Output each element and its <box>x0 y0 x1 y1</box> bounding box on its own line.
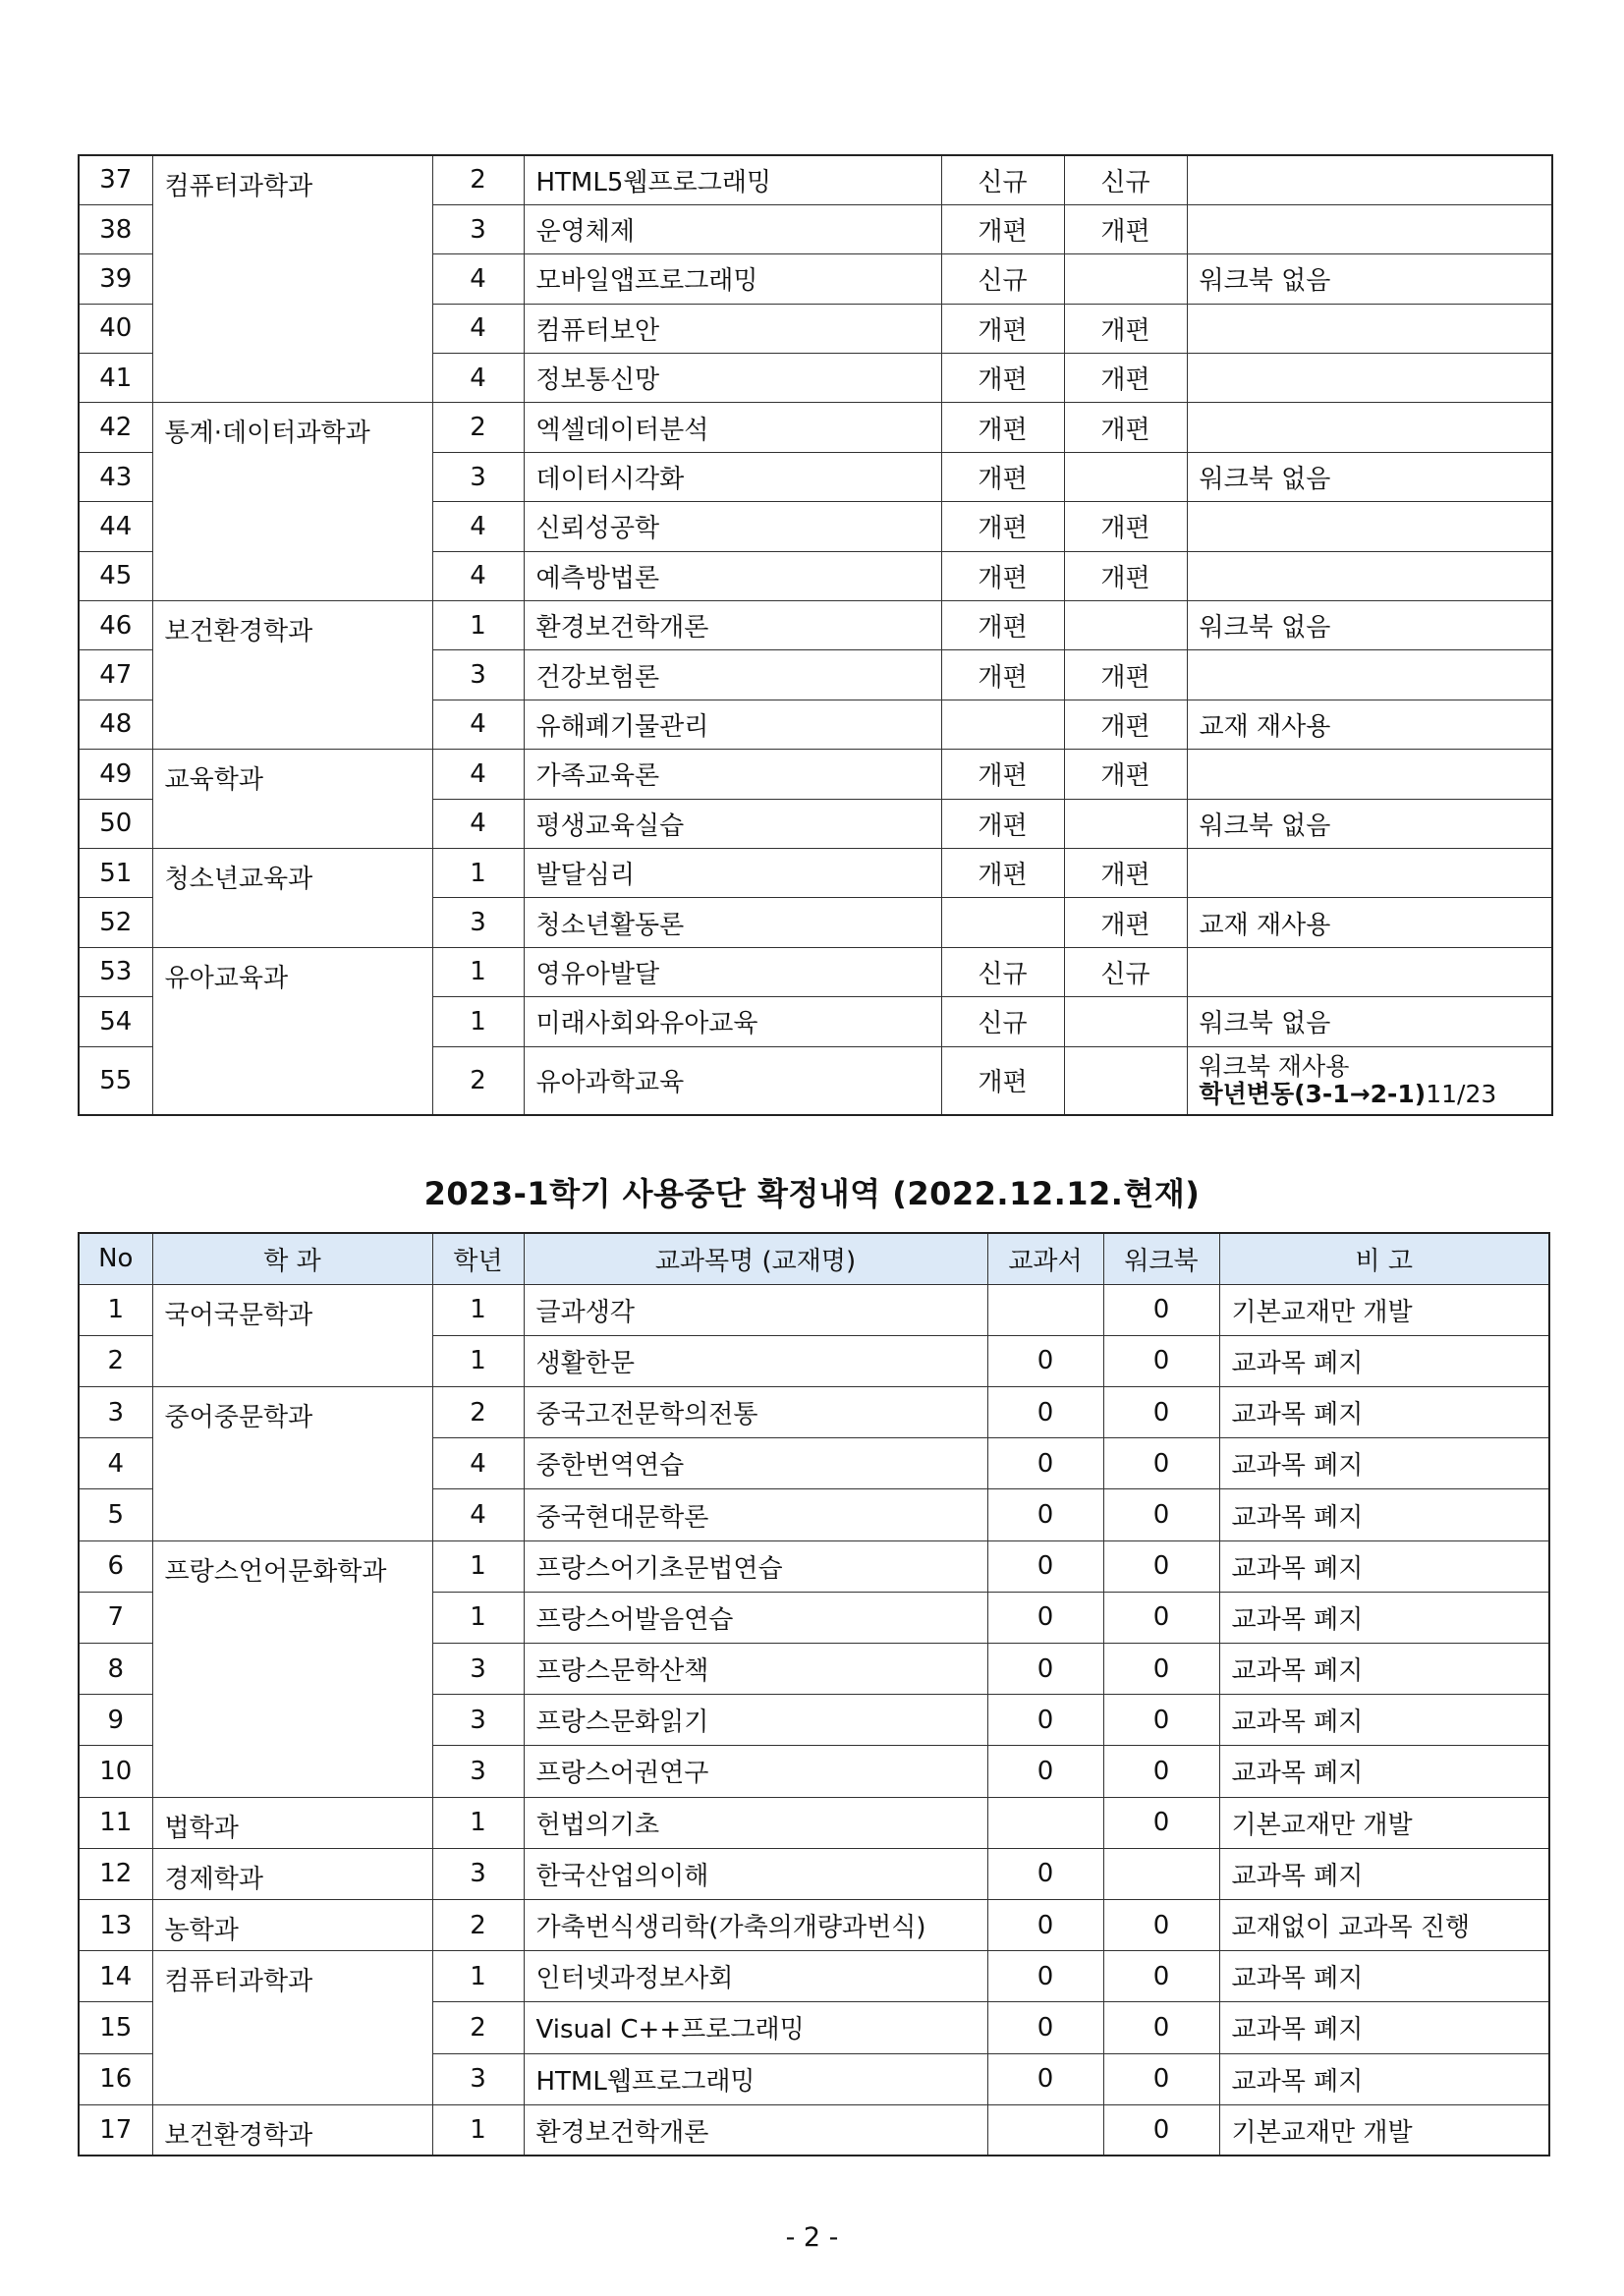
workbook-status: 0 <box>1103 1540 1219 1592</box>
header-no: No <box>79 1233 152 1284</box>
textbook-status: 0 <box>987 1951 1103 2002</box>
table-header-row <box>79 1233 1549 1284</box>
textbook-status: 개편 <box>941 750 1064 799</box>
grade: 1 <box>432 1284 524 1335</box>
row-number: 50 <box>79 799 152 848</box>
department-name: 국어국문학과 <box>152 1284 432 1386</box>
department-name: 컴퓨터과학과 <box>152 155 432 403</box>
workbook-status: 0 <box>1103 1489 1219 1540</box>
textbook-status: 0 <box>987 2002 1103 2053</box>
textbook-status: 0 <box>987 2053 1103 2104</box>
workbook-status <box>1064 601 1187 650</box>
grade: 1 <box>432 1592 524 1643</box>
textbook-status: 0 <box>987 1335 1103 1386</box>
course-name: 청소년활동론 <box>524 898 941 947</box>
table-row <box>79 2104 1549 2156</box>
textbook-status: 0 <box>987 1848 1103 1899</box>
grade: 4 <box>432 304 524 353</box>
row-number: 16 <box>79 2053 152 2104</box>
row-number: 38 <box>79 204 152 253</box>
workbook-status: 0 <box>1103 2002 1219 2053</box>
workbook-status: 개편 <box>1064 700 1187 749</box>
row-number: 37 <box>79 155 152 204</box>
row-number: 2 <box>79 1335 152 1386</box>
workbook-status: 0 <box>1103 1951 1219 2002</box>
textbook-status: 개편 <box>941 551 1064 600</box>
row-number: 11 <box>79 1797 152 1848</box>
note <box>1187 354 1552 403</box>
course-name: 유아과학교육 <box>524 1046 941 1115</box>
textbook-status: 0 <box>987 1438 1103 1489</box>
table-row <box>79 1284 1549 1335</box>
grade: 3 <box>432 204 524 253</box>
table-row <box>79 1951 1549 2002</box>
course-name: 가족교육론 <box>524 750 941 799</box>
note: 교과목 폐지 <box>1219 1540 1549 1592</box>
table-row <box>79 1540 1549 1592</box>
row-number: 39 <box>79 254 152 304</box>
row-number: 55 <box>79 1046 152 1115</box>
header-note: 비 고 <box>1219 1233 1549 1284</box>
department-name: 유아교육과 <box>152 947 432 1115</box>
note: 워크북 없음 <box>1187 997 1552 1046</box>
grade: 3 <box>432 2053 524 2104</box>
textbook-status: 개편 <box>941 650 1064 700</box>
table-row <box>79 601 1552 650</box>
note: 교과목 폐지 <box>1219 2002 1549 2053</box>
course-name: 프랑스문학산책 <box>524 1644 987 1695</box>
course-name: Visual C++프로그래밍 <box>524 2002 987 2053</box>
grade: 2 <box>432 2002 524 2053</box>
course-name: 정보통신망 <box>524 354 941 403</box>
workbook-status <box>1064 452 1187 501</box>
workbook-status: 0 <box>1103 1592 1219 1643</box>
department-name: 농학과 <box>152 1899 432 1950</box>
textbook-status: 개편 <box>941 304 1064 353</box>
workbook-status: 개편 <box>1064 848 1187 897</box>
workbook-status: 0 <box>1103 1284 1219 1335</box>
workbook-status <box>1064 254 1187 304</box>
textbook-status: 개편 <box>941 403 1064 452</box>
grade: 4 <box>432 1438 524 1489</box>
grade: 4 <box>432 254 524 304</box>
row-number: 49 <box>79 750 152 799</box>
workbook-status: 0 <box>1103 1797 1219 1848</box>
note: 교과목 폐지 <box>1219 1848 1549 1899</box>
grade: 3 <box>432 1644 524 1695</box>
workbook-status: 개편 <box>1064 551 1187 600</box>
note <box>1187 403 1552 452</box>
department-name: 경제학과 <box>152 1848 432 1899</box>
course-name: 프랑스어기초문법연습 <box>524 1540 987 1592</box>
row-number: 4 <box>79 1438 152 1489</box>
workbook-status: 개편 <box>1064 502 1187 551</box>
grade: 3 <box>432 1848 524 1899</box>
grade-change-label: 학년변동(3-1→2-1) <box>1199 1079 1427 1108</box>
grade: 2 <box>432 1899 524 1950</box>
row-number: 17 <box>79 2104 152 2156</box>
grade: 4 <box>432 551 524 600</box>
new-revised-textbook-table <box>78 154 1553 1116</box>
course-name: 프랑스어권연구 <box>524 1746 987 1797</box>
header-course-name: 교과목명 (교재명) <box>524 1233 987 1284</box>
note: 기본교재만 개발 <box>1219 1284 1549 1335</box>
course-name: 환경보건학개론 <box>524 601 941 650</box>
course-name: 데이터시각화 <box>524 452 941 501</box>
department-name: 통계·데이터과학과 <box>152 403 432 601</box>
row-number: 8 <box>79 1644 152 1695</box>
grade: 4 <box>432 700 524 749</box>
discontinued-textbook-table <box>78 1232 1550 2156</box>
table-row <box>79 1387 1549 1438</box>
workbook-status: 개편 <box>1064 898 1187 947</box>
textbook-status: 개편 <box>941 354 1064 403</box>
note: 워크북 없음 <box>1187 799 1552 848</box>
row-number: 12 <box>79 1848 152 1899</box>
table-row <box>79 848 1552 897</box>
workbook-status: 개편 <box>1064 403 1187 452</box>
note-line: 워크북 재사용 <box>1199 1051 1350 1081</box>
textbook-status: 개편 <box>941 502 1064 551</box>
row-number: 47 <box>79 650 152 700</box>
workbook-status: 개편 <box>1064 204 1187 253</box>
grade: 1 <box>432 947 524 996</box>
course-name: 영유아발달 <box>524 947 941 996</box>
textbook-status: 개편 <box>941 1046 1064 1115</box>
row-number: 53 <box>79 947 152 996</box>
workbook-status <box>1064 997 1187 1046</box>
header-workbook: 워크북 <box>1103 1233 1219 1284</box>
workbook-status: 0 <box>1103 1438 1219 1489</box>
row-number: 46 <box>79 601 152 650</box>
course-name: 중국현대문학론 <box>524 1489 987 1540</box>
workbook-status: 개편 <box>1064 354 1187 403</box>
table-row <box>79 1899 1549 1950</box>
department-name: 법학과 <box>152 1797 432 1848</box>
grade: 4 <box>432 354 524 403</box>
workbook-status: 0 <box>1103 1695 1219 1746</box>
grade: 2 <box>432 1046 524 1115</box>
textbook-status: 신규 <box>941 947 1064 996</box>
textbook-status: 0 <box>987 1695 1103 1746</box>
note: 교과목 폐지 <box>1219 1489 1549 1540</box>
workbook-status <box>1064 799 1187 848</box>
header-textbook: 교과서 <box>987 1233 1103 1284</box>
course-name: 헌법의기초 <box>524 1797 987 1848</box>
note: 교과목 폐지 <box>1219 1438 1549 1489</box>
course-name: 인터넷과정보사회 <box>524 1951 987 2002</box>
course-name: 미래사회와유아교육 <box>524 997 941 1046</box>
workbook-status: 0 <box>1103 1644 1219 1695</box>
department-name: 중어중문학과 <box>152 1387 432 1541</box>
note: 워크북 없음 <box>1187 601 1552 650</box>
workbook-status: 0 <box>1103 1335 1219 1386</box>
row-number: 5 <box>79 1489 152 1540</box>
textbook-status <box>941 898 1064 947</box>
workbook-status <box>1103 1848 1219 1899</box>
note <box>1187 848 1552 897</box>
note <box>1187 947 1552 996</box>
workbook-status: 개편 <box>1064 304 1187 353</box>
course-name: 가축번식생리학(가축의개량과번식) <box>524 1899 987 1950</box>
table-row <box>79 947 1552 996</box>
grade: 1 <box>432 1335 524 1386</box>
note: 워크북 없음 <box>1187 452 1552 501</box>
textbook-status: 0 <box>987 1644 1103 1695</box>
textbook-status: 0 <box>987 1540 1103 1592</box>
page-number: - 2 - <box>785 2222 839 2253</box>
row-number: 15 <box>79 2002 152 2053</box>
grade: 1 <box>432 997 524 1046</box>
table-row <box>79 403 1552 452</box>
course-name: 운영체제 <box>524 204 941 253</box>
textbook-status: 0 <box>987 1592 1103 1643</box>
course-name: 유해폐기물관리 <box>524 700 941 749</box>
row-number: 7 <box>79 1592 152 1643</box>
grade: 1 <box>432 1540 524 1592</box>
textbook-status: 개편 <box>941 848 1064 897</box>
header-grade: 학년 <box>432 1233 524 1284</box>
textbook-status: 0 <box>987 1746 1103 1797</box>
textbook-status: 개편 <box>941 601 1064 650</box>
department-name: 프랑스언어문화학과 <box>152 1540 432 1797</box>
row-number: 6 <box>79 1540 152 1592</box>
workbook-status: 신규 <box>1064 947 1187 996</box>
course-name: 환경보건학개론 <box>524 2104 987 2156</box>
grade: 1 <box>432 601 524 650</box>
grade: 1 <box>432 1951 524 2002</box>
textbook-status: 신규 <box>941 997 1064 1046</box>
note: 교재 재사용 <box>1187 898 1552 947</box>
row-number: 13 <box>79 1899 152 1950</box>
note-date: 11/23 <box>1426 1079 1497 1108</box>
grade: 1 <box>432 2104 524 2156</box>
row-number: 51 <box>79 848 152 897</box>
workbook-status: 0 <box>1103 1387 1219 1438</box>
row-number: 41 <box>79 354 152 403</box>
note <box>1187 502 1552 551</box>
note: 기본교재만 개발 <box>1219 2104 1549 2156</box>
row-number: 40 <box>79 304 152 353</box>
table-row <box>79 750 1552 799</box>
grade: 3 <box>432 898 524 947</box>
course-name: 모바일앱프로그래밍 <box>524 254 941 304</box>
department-name: 교육학과 <box>152 750 432 849</box>
grade: 2 <box>432 403 524 452</box>
note: 교과목 폐지 <box>1219 1644 1549 1695</box>
note: 교과목 폐지 <box>1219 1335 1549 1386</box>
row-number: 42 <box>79 403 152 452</box>
row-number: 9 <box>79 1695 152 1746</box>
workbook-status: 신규 <box>1064 155 1187 204</box>
course-name: 발달심리 <box>524 848 941 897</box>
course-name: 글과생각 <box>524 1284 987 1335</box>
grade: 4 <box>432 799 524 848</box>
grade: 4 <box>432 1489 524 1540</box>
table-row <box>79 1848 1549 1899</box>
course-name: 프랑스어발음연습 <box>524 1592 987 1643</box>
course-name: 엑셀데이터분석 <box>524 403 941 452</box>
note: 교과목 폐지 <box>1219 1951 1549 2002</box>
textbook-status: 0 <box>987 1489 1103 1540</box>
textbook-status: 0 <box>987 1899 1103 1950</box>
workbook-status: 개편 <box>1064 650 1187 700</box>
workbook-status: 0 <box>1103 2104 1219 2156</box>
note <box>1187 650 1552 700</box>
table-row <box>79 1797 1549 1848</box>
department-name: 보건환경학과 <box>152 601 432 750</box>
grade: 3 <box>432 650 524 700</box>
row-number: 10 <box>79 1746 152 1797</box>
course-name: 중한번역연습 <box>524 1438 987 1489</box>
note <box>1187 155 1552 204</box>
grade: 1 <box>432 1797 524 1848</box>
note <box>1187 304 1552 353</box>
department-name: 청소년교육과 <box>152 848 432 947</box>
textbook-status: 신규 <box>941 254 1064 304</box>
workbook-status <box>1064 1046 1187 1115</box>
row-number: 54 <box>79 997 152 1046</box>
course-name: 프랑스문화읽기 <box>524 1695 987 1746</box>
grade: 2 <box>432 155 524 204</box>
course-name: 컴퓨터보안 <box>524 304 941 353</box>
note <box>1187 750 1552 799</box>
textbook-status <box>987 1284 1103 1335</box>
note: 기본교재만 개발 <box>1219 1797 1549 1848</box>
textbook-status: 개편 <box>941 452 1064 501</box>
row-number: 1 <box>79 1284 152 1335</box>
note: 교과목 폐지 <box>1219 2053 1549 2104</box>
textbook-status: 신규 <box>941 155 1064 204</box>
row-number: 48 <box>79 700 152 749</box>
note: 교과목 폐지 <box>1219 1695 1549 1746</box>
workbook-status: 0 <box>1103 1899 1219 1950</box>
note: 교재 재사용 <box>1187 700 1552 749</box>
row-number: 14 <box>79 1951 152 2002</box>
textbook-status: 개편 <box>941 204 1064 253</box>
note: 교과목 폐지 <box>1219 1746 1549 1797</box>
table-row <box>79 155 1552 204</box>
course-name: 평생교육실습 <box>524 799 941 848</box>
row-number: 43 <box>79 452 152 501</box>
course-name: 예측방법론 <box>524 551 941 600</box>
note <box>1187 551 1552 600</box>
grade: 1 <box>432 848 524 897</box>
course-name: 신뢰성공학 <box>524 502 941 551</box>
grade: 4 <box>432 502 524 551</box>
note <box>1187 204 1552 253</box>
grade: 3 <box>432 1746 524 1797</box>
discontinued-section-title: 2023-1학기 사용중단 확정내역 (2022.12.12.현재) <box>423 1175 1201 1212</box>
note-line <box>1200 1081 1540 1108</box>
textbook-status <box>987 1797 1103 1848</box>
note: 워크북 없음 <box>1187 254 1552 304</box>
textbook-status <box>987 2104 1103 2156</box>
row-number: 44 <box>79 502 152 551</box>
row-number: 3 <box>79 1387 152 1438</box>
textbook-status: 개편 <box>941 799 1064 848</box>
course-name: 건강보험론 <box>524 650 941 700</box>
grade: 2 <box>432 1387 524 1438</box>
row-number: 45 <box>79 551 152 600</box>
note: 교재없이 교과목 진행 <box>1219 1899 1549 1950</box>
course-name: HTML웹프로그래밍 <box>524 2053 987 2104</box>
grade: 3 <box>432 452 524 501</box>
header-dept: 학 과 <box>152 1233 432 1284</box>
workbook-status: 개편 <box>1064 750 1187 799</box>
course-name: HTML5웹프로그래밍 <box>524 155 941 204</box>
grade: 3 <box>432 1695 524 1746</box>
note <box>1187 1046 1552 1115</box>
note: 교과목 폐지 <box>1219 1592 1549 1643</box>
workbook-status: 0 <box>1103 2053 1219 2104</box>
department-name: 보건환경학과 <box>152 2104 432 2156</box>
course-name: 중국고전문학의전통 <box>524 1387 987 1438</box>
course-name: 생활한문 <box>524 1335 987 1386</box>
grade: 4 <box>432 750 524 799</box>
row-number: 52 <box>79 898 152 947</box>
textbook-status <box>941 700 1064 749</box>
textbook-status: 0 <box>987 1387 1103 1438</box>
note: 교과목 폐지 <box>1219 1387 1549 1438</box>
department-name: 컴퓨터과학과 <box>152 1951 432 2105</box>
course-name: 한국산업의이해 <box>524 1848 987 1899</box>
workbook-status: 0 <box>1103 1746 1219 1797</box>
